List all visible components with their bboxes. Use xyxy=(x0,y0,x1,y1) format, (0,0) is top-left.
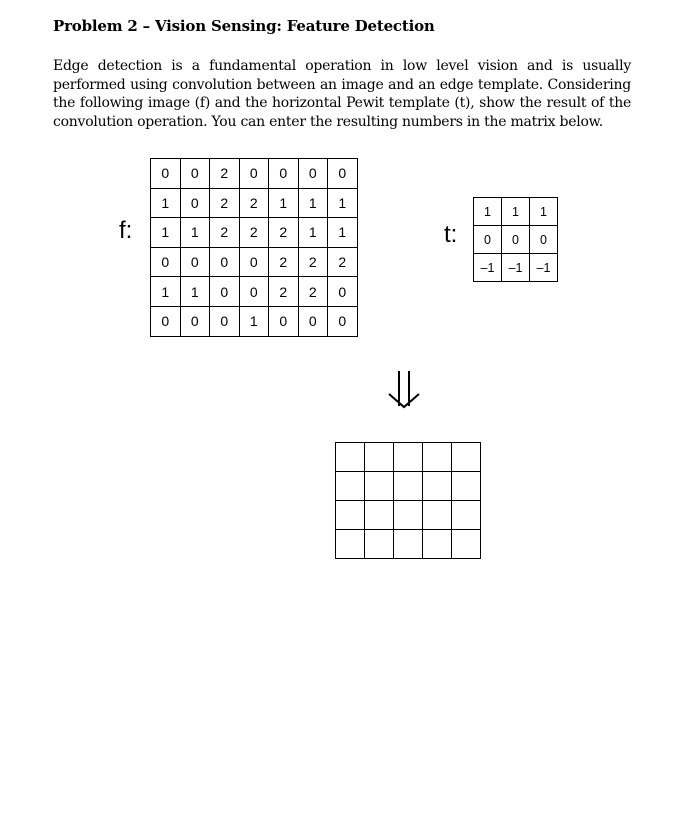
image-f-cell: 2 xyxy=(210,159,239,188)
image-f-matrix xyxy=(150,158,358,337)
template-t-cell: 1 xyxy=(530,198,557,225)
result-cell[interactable] xyxy=(452,530,480,558)
template-t-matrix xyxy=(473,197,558,282)
template-t-cell: 1 xyxy=(474,198,501,225)
result-cell[interactable] xyxy=(365,472,393,500)
image-f-cell: 0 xyxy=(210,277,239,306)
image-f-cell: 0 xyxy=(210,307,239,336)
image-f-cell: 1 xyxy=(181,277,210,306)
image-f-cell: 0 xyxy=(240,159,269,188)
template-t-label: t: xyxy=(444,221,458,248)
result-cell[interactable] xyxy=(423,443,451,471)
template-t-cell: –1 xyxy=(530,254,557,281)
image-f-cell: 1 xyxy=(299,218,328,247)
image-f-cell: 1 xyxy=(299,189,328,218)
image-f-cell: 2 xyxy=(299,277,328,306)
result-cell[interactable] xyxy=(423,530,451,558)
image-f-cell: 0 xyxy=(240,248,269,277)
image-f-cell: 2 xyxy=(240,189,269,218)
image-f-cell: 0 xyxy=(240,277,269,306)
image-f-cell: 1 xyxy=(269,189,298,218)
image-f-cell: 0 xyxy=(328,159,357,188)
image-f-cell: 0 xyxy=(181,159,210,188)
image-f-cell: 0 xyxy=(269,307,298,336)
image-f-cell: 0 xyxy=(299,307,328,336)
problem-text: Edge detection is a fundamental operation in low level vision and is usually performed using convolution between an image and an edge template. Considering the following image (f) and the horizontal Pewit template (t), show the result of the convolution operation. You can enter the resulting numbers in the matrix below. xyxy=(53,58,631,130)
image-f-cell: 0 xyxy=(181,248,210,277)
image-f-cell: 2 xyxy=(299,248,328,277)
image-f-label: f: xyxy=(119,217,133,244)
image-f-cell: 0 xyxy=(299,159,328,188)
result-cell[interactable] xyxy=(365,443,393,471)
image-f-cell: 0 xyxy=(181,307,210,336)
template-t-cell: 0 xyxy=(474,226,501,253)
image-f-cell: 1 xyxy=(328,218,357,247)
image-f-cell: 2 xyxy=(210,218,239,247)
result-cell[interactable] xyxy=(452,472,480,500)
template-t-cell: 0 xyxy=(530,226,557,253)
image-f-cell: 2 xyxy=(269,218,298,247)
image-f-cell: 0 xyxy=(151,159,180,188)
image-f-cell: 1 xyxy=(240,307,269,336)
image-f-cell: 0 xyxy=(328,307,357,336)
result-cell[interactable] xyxy=(452,443,480,471)
image-f-cell: 0 xyxy=(210,248,239,277)
result-cell[interactable] xyxy=(394,443,422,471)
image-f-cell: 2 xyxy=(328,248,357,277)
template-t-cell: –1 xyxy=(502,254,529,281)
result-cell[interactable] xyxy=(336,501,364,529)
template-t-cell: –1 xyxy=(474,254,501,281)
result-cell[interactable] xyxy=(336,443,364,471)
image-f-cell: 1 xyxy=(151,189,180,218)
image-f-cell: 1 xyxy=(151,218,180,247)
image-f-cell: 2 xyxy=(269,277,298,306)
result-cell[interactable] xyxy=(423,501,451,529)
result-cell[interactable] xyxy=(365,530,393,558)
image-f-cell: 0 xyxy=(181,189,210,218)
image-f-cell: 0 xyxy=(328,277,357,306)
image-f-cell: 1 xyxy=(181,218,210,247)
result-cell[interactable] xyxy=(394,472,422,500)
image-f-cell: 2 xyxy=(210,189,239,218)
result-cell[interactable] xyxy=(394,501,422,529)
result-cell[interactable] xyxy=(365,501,393,529)
problem-title: Problem 2 – Vision Sensing: Feature Detection xyxy=(53,17,435,35)
image-f-cell: 1 xyxy=(328,189,357,218)
result-cell[interactable] xyxy=(423,472,451,500)
image-f-cell: 1 xyxy=(151,277,180,306)
result-cell[interactable] xyxy=(452,501,480,529)
down-arrow-icon xyxy=(383,368,425,415)
image-f-cell: 2 xyxy=(240,218,269,247)
result-matrix xyxy=(335,442,481,559)
result-cell[interactable] xyxy=(394,530,422,558)
result-cell[interactable] xyxy=(336,472,364,500)
result-cell[interactable] xyxy=(336,530,364,558)
image-f-cell: 0 xyxy=(151,307,180,336)
image-f-cell: 0 xyxy=(269,159,298,188)
template-t-cell: 0 xyxy=(502,226,529,253)
image-f-cell: 2 xyxy=(269,248,298,277)
template-t-cell: 1 xyxy=(502,198,529,225)
image-f-cell: 0 xyxy=(151,248,180,277)
